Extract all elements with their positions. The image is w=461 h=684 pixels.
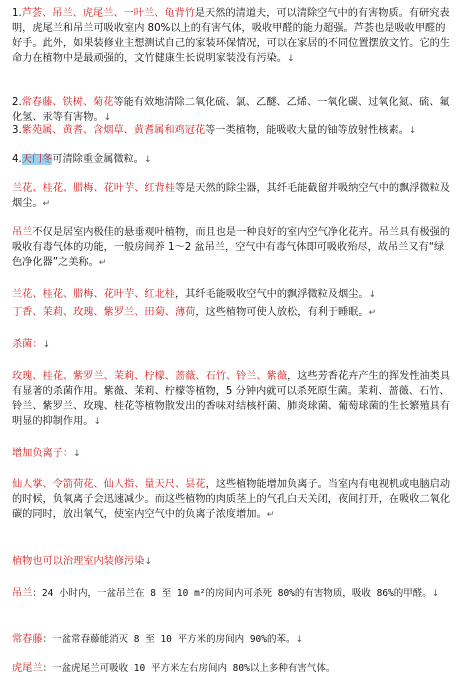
heading-ion	[12, 446, 452, 462]
section-heading: 植物也可以治理室内装修污染	[12, 556, 145, 567]
plant-names: 丁香、茉莉、玫瑰、紫罗兰、田菊、薄荷	[12, 307, 196, 318]
paragraph-mark: ↓	[144, 557, 152, 567]
paragraph-mark: ↓	[42, 340, 51, 350]
paragraph-mark: ↓	[295, 635, 304, 645]
plant-names: 玫瑰、桂花、紫罗兰、茉莉、柠檬、蔷薇、石竹、铃兰、紫薇	[12, 371, 288, 382]
list-item-2	[12, 95, 452, 126]
plant-names: 仙人掌、令箭荷花、仙人指、量天尺、昙花	[12, 479, 206, 490]
paragraph-smoke	[12, 287, 452, 303]
paragraph-mark: ↵	[368, 308, 377, 318]
paragraph-diaolan	[12, 225, 452, 271]
entry-text: ：24 小时内，一盆吊兰在 8 至 10 m²的房间内可杀死 80%的有害物质，吸收 86%的甲醛。	[32, 588, 432, 599]
list-item-1	[12, 6, 452, 67]
paragraph-ion	[12, 477, 452, 523]
paragraph-text: ，这些植物能增加负离子。当室内有电视机或电脑启动的时候，负氧离子会迅速减少。而这些植物的肉质茎上的气孔白天关闭，夜间打开，在吸收二氧化碳的同时，放出氧气，使室内空气中的负离子浓度增加。	[12, 479, 451, 520]
paragraph-mark: ↵	[266, 510, 275, 520]
section-heading: 杀菌：	[12, 339, 43, 350]
plant-name: 常春藤	[12, 634, 43, 645]
heading-sterilize	[12, 337, 452, 353]
paragraph-mark: ↓	[143, 155, 152, 165]
list-item-4	[12, 152, 452, 168]
item-number: 2.	[12, 97, 22, 108]
plant-names: 紫苑属、黄耆、含烟草、黄耆属和鸡冠花	[21, 125, 206, 136]
paragraph-mark: ↓	[368, 290, 377, 300]
paragraph-text: 不仅是居室内极佳的悬垂观叶植物，而且也是一种良好的室内空气净化花卉。吊兰具有极强的吸收有毒气体的功能，一般房间养 1～2 盆吊兰，空气中有毒气体即可吸收殆尽，故吊兰又有“绿色净化器”之美称。	[12, 227, 451, 268]
plant-names: 吊兰	[12, 227, 33, 238]
plant-names: 天门冬	[21, 154, 53, 165]
paragraph-mark: ↓	[93, 417, 102, 427]
paragraph-dust	[12, 181, 452, 212]
section-heading: 增加负离子：	[12, 448, 74, 459]
item-number: 4.	[12, 154, 22, 165]
paragraph-mark: ↵	[42, 199, 51, 209]
plant-names: 兰花、桂花、腊梅、花叶芋、红北桂	[12, 289, 175, 300]
paragraph-text: ，其纤毛能吸收空气中的飘浮微粒及烟尘。	[175, 289, 369, 300]
paragraph-mark: ↓	[408, 126, 417, 136]
item-text: 等一类植物，能吸收大量的铀等放射性核素。	[205, 125, 409, 136]
item-text: 等能有效地清除二氧化硫、氯、乙醚、乙烯、一氧化碳、过氧化氮、硫、氟化氢、汞等有害物。	[12, 97, 450, 123]
paragraph-mark: ↓	[287, 54, 295, 64]
paragraph-mark: ↵	[98, 258, 107, 268]
entry-text: ：一盆虎尾兰可吸收 10 平方米左右房间内 80%以上多种有害气体。	[42, 663, 336, 674]
entry-ivy	[12, 632, 452, 648]
heading-treatment	[12, 554, 452, 570]
plant-name: 吊兰	[12, 588, 33, 599]
paragraph-mark: ↓	[103, 113, 112, 123]
entry-text: ：一盆常春藤能消灭 8 至 10 平方米的房间内 90%的苯。	[42, 634, 296, 645]
item-number: 1.	[12, 8, 22, 19]
entry-sansevieria	[12, 661, 452, 676]
plant-names: 芦荟、吊兰、虎尾兰、一叶兰、龟背竹	[21, 8, 195, 19]
paragraph-mark: ↓	[73, 449, 81, 459]
paragraph-mark: ↓	[431, 589, 440, 599]
paragraph-text: ，这些植物可使人放松，有利于睡眠。	[195, 307, 369, 318]
paragraph-text: 等是天然的除尘器，其纤毛能截留并吸纳空气中的飘浮微粒及烟尘。	[12, 183, 451, 209]
list-item-3	[12, 123, 452, 139]
plant-name: 虎尾兰	[12, 663, 43, 674]
item-number: 3.	[12, 125, 22, 136]
paragraph-text: ，这些芳香花卉产生的挥发性油类具有显著的杀菌作用。紫薇、茉莉、柠檬等植物，5 分钟内就可以杀死原生菌。茉莉、蔷薇、石竹、铃兰、紫罗兰、玫瑰、桂花等植物散发出的香味对结核杆菌、肺炎球菌、葡萄球菌的生长繁殖具有明显的抑制作用。	[12, 371, 451, 427]
paragraph-sterilize	[12, 369, 452, 430]
entry-diaolan	[12, 586, 452, 602]
item-text: 是天然的清道夫，可以清除空气中的有害物质。有研究表明，虎尾兰和吊兰可吸收室内 80%以上的有害气体，吸收甲醛的能力超强。芦荟也是吸收甲醛的好手。此外，如果装修业主想测试自己的家装环保情况，可以在家居的不同位置摆放文竹。它的生命力在植物中是最顽强的，文竹健康生长说明家装没有污染。	[12, 8, 451, 64]
paragraph-sleep	[12, 305, 452, 321]
plant-names: 常春藤、铁树、菊花	[21, 97, 114, 108]
plant-names: 兰花、桂花、腊梅、花叶芋、红背桂	[12, 183, 175, 194]
item-text: 可清除重金属微粒。	[52, 154, 144, 165]
